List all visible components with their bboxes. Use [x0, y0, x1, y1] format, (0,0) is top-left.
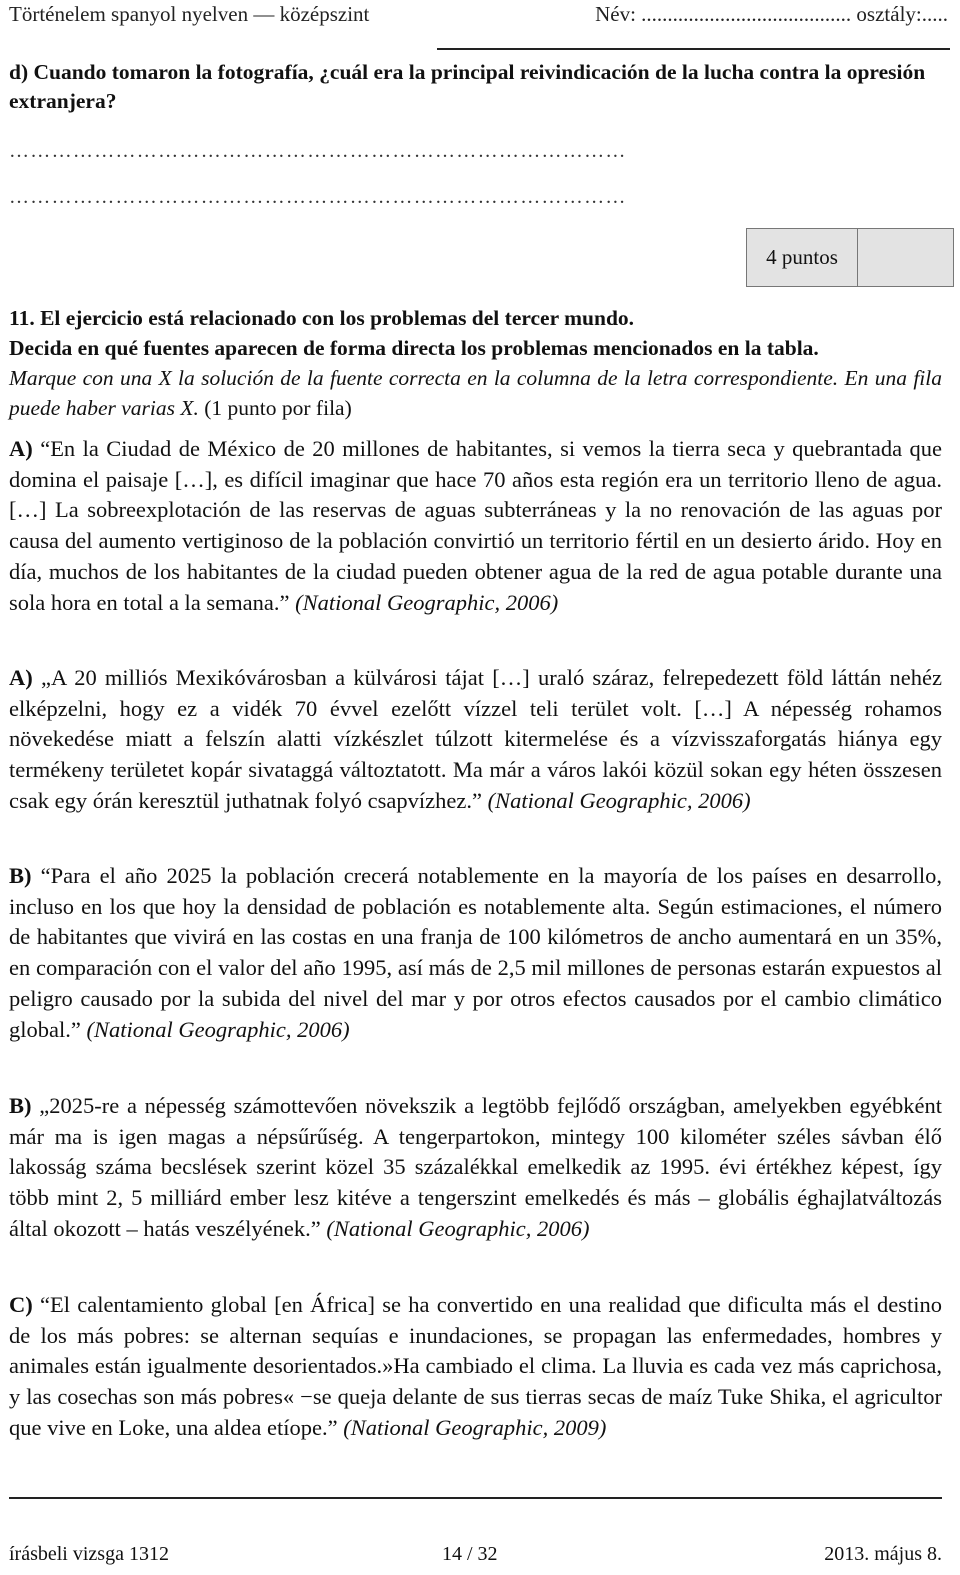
task-title-line2: Decida en qué fuentes aparecen de forma directa los problemas mencionados en la tabla. [9, 336, 819, 360]
footer-page-number: 14 / 32 [442, 1543, 498, 1565]
score-box [746, 228, 954, 287]
score-input-cell[interactable] [858, 229, 953, 286]
source-citation: (National Geographic, 2006) [295, 589, 559, 615]
source-text: “Para el año 2025 la población crecerá notablemente en la mayoría de los países en desarrollo, incluso en los que hoy la densidad de población es notablemente alta. Según estimaciones, el número de habitantes que vivirá en las costas en una franja de 100 kilómetros de ancho aumentará en un 35%, en comparación con el valor del año 1995, así más de 2,5 mil millones de personas estarán expuestos al peligro causado por la subida del nivel del mar y por otros efectos causados por el cambio climático global.” [9, 863, 942, 1042]
source-text: “El calentamiento global [en África] se ha convertido en una realidad que dificulta más el destino de los más pobres: se alternan sequías e inundaciones, se propagan las enfermedades, hombres y animales están igualmente desorientados.»Ha cambiado el clima. La lluvia es cada vez más caprichosa, y las cosechas son más pobres« −se queja delante de sus tierras secas de maíz Tuke Shika, el agricultor que vive en Loke, una aldea etíope.” [9, 1292, 943, 1440]
page-header [9, 0, 948, 32]
header-name-field: Név: ........................................ osztály:..... [595, 2, 948, 26]
source-letter: A) [9, 665, 33, 690]
source-a-es [9, 434, 942, 618]
footer-exam-code: írásbeli vizsga 1312 [9, 1543, 169, 1565]
source-letter: B) [9, 863, 32, 888]
answer-line-2[interactable]: …………………………………………………………………………… [9, 186, 627, 208]
source-citation: (National Geographic, 2006) [326, 1215, 590, 1241]
source-text: „A 20 milliós Mexikóvárosban a külvárosi tájat […] uraló száraz, felrepedezett föld láttán nehéz elképzelni, hogy ez a vidék 70 évvel ezelőtt vízzel teli terület volt. […] A népesség rohamos növekedése miatt a felszín alatti vízkészlet túlzott kitermelése és a vízvisszaforgatás hiánya egy termékeny területet kopár sivataggá változtatott. Ma már a város lakói közül sokan egy héten összesen csak egy órán keresztül juthatnak folyó csapvízhez.” [9, 665, 942, 813]
source-text: “En la Ciudad de México de 20 millones de habitantes, si vemos la tierra seca y quebrantada que domina el paisaje […], es difícil imaginar que hace 70 años esta región era un territorio lleno de agua. […] La sobreexplotación de las reservas de aguas subterráneas y la no renovación de las aguas por causa del aumento vertiginoso de la población convirtió un territorio fértil en un desierto árido. Hoy en día, muchos de los habitantes de la ciudad pueden obtener agua de la red de agua potable durante una sola hora en total a la semana.” [9, 436, 943, 615]
source-b-hu [9, 1091, 942, 1245]
source-citation: (National Geographic, 2009) [343, 1414, 607, 1440]
task-instruction-text: Marque con una X la solución de la fuente correcta en la columna de la letra correspondiente. En una fila puede haber varias X. [9, 366, 942, 420]
score-label: 4 puntos [747, 229, 858, 286]
footer-date: 2013. május 8. [824, 1543, 942, 1565]
task-points: (1 punto por fila) [204, 396, 352, 420]
footer-divider [9, 1497, 942, 1499]
question-d: d) Cuando tomaron la fotografía, ¿cuál era la principal reivindicación de la lucha contra la opresión extranjera? [9, 60, 926, 113]
source-b-es [9, 861, 942, 1045]
task-title-line1: 11. El ejercicio está relacionado con los problemas del tercer mundo. [9, 306, 635, 330]
header-divider [437, 48, 950, 50]
source-citation: (National Geographic, 2006) [487, 787, 751, 813]
source-citation: (National Geographic, 2006) [86, 1016, 350, 1042]
source-text: „2025-re a népesség számottevően növekszik a legtöbb fejlődő országban, amelyekben egyébként már ma is igen magas a népsűrűség. A tengerpartokon, mintegy 100 kilométer széles sávban élő lakosság száma becslések szerint közel 35 százalékkal emelkedik az 1995. évi értékhez képest, így több mint 2, 5 milliárd ember lesz kitéve a tengerszint emelkedés és más – globális éghajlatváltozás által okozott – hatás veszélyének.” [9, 1093, 942, 1241]
header-subject: Történelem spanyol nyelven — középszint [9, 2, 370, 26]
source-a-hu [9, 663, 942, 817]
source-letter: B) [9, 1093, 32, 1118]
task-instruction [9, 363, 942, 423]
answer-line-1[interactable]: …………………………………………………………………………… [9, 140, 627, 162]
source-letter: A) [9, 436, 33, 461]
source-letter: C) [9, 1292, 33, 1317]
source-c-es [9, 1290, 942, 1444]
task-11 [9, 304, 942, 423]
